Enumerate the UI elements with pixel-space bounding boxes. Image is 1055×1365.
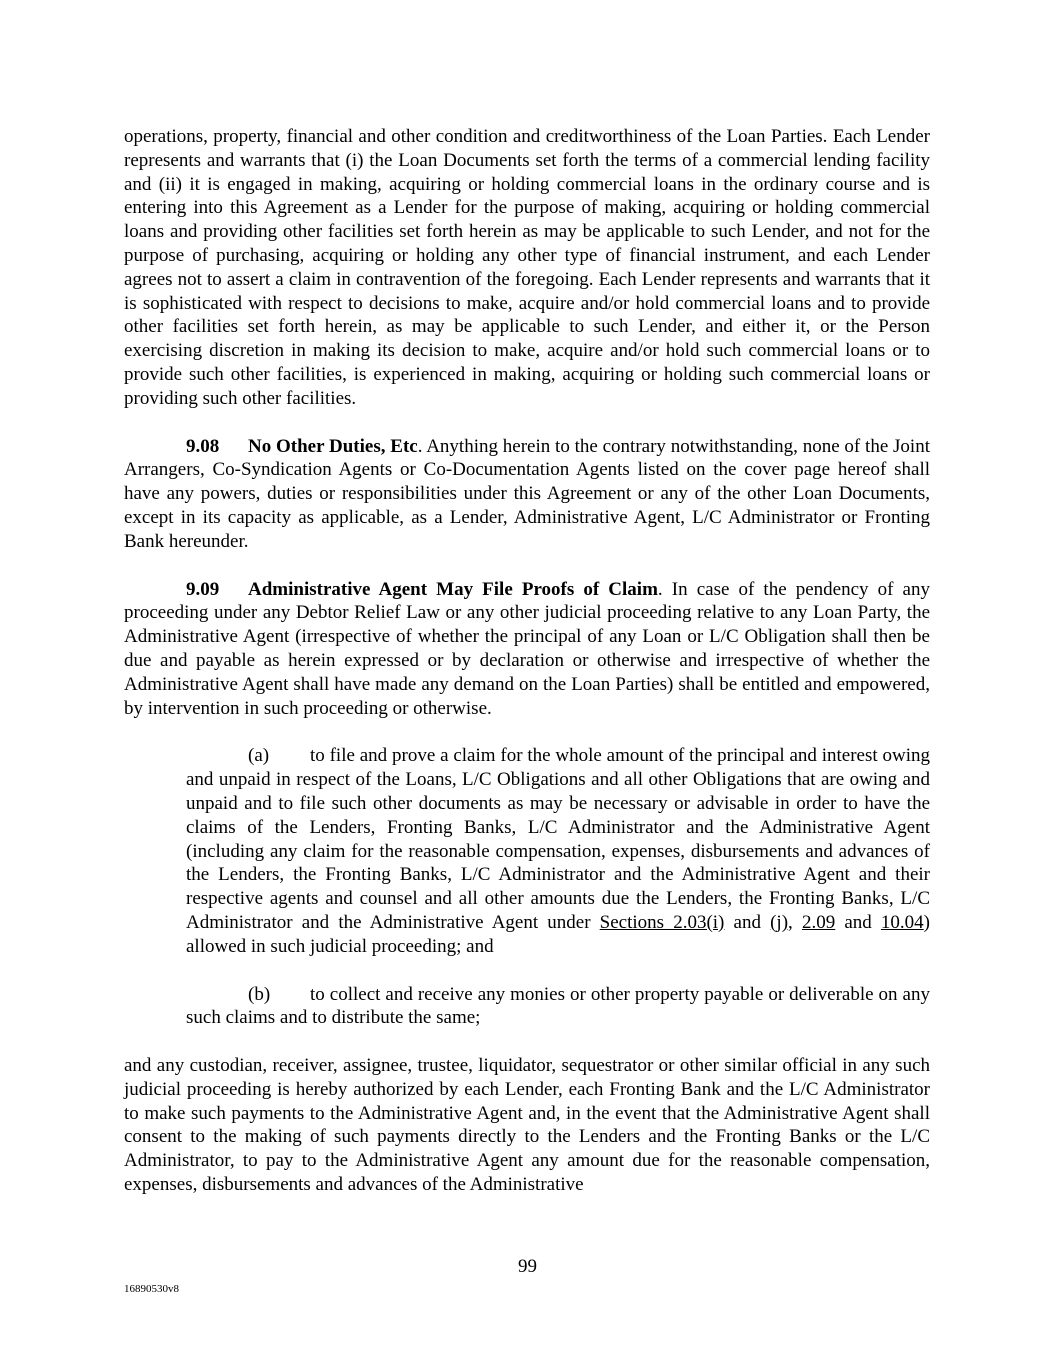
clause-text-connector: ,: [788, 911, 802, 933]
section-number: 9.09: [186, 578, 220, 600]
cross-reference-link[interactable]: 2.09: [801, 911, 836, 933]
clause-b: [186, 983, 930, 1031]
cross-reference-link[interactable]: (j): [770, 911, 789, 933]
document-page: [124, 125, 930, 1197]
clause-text: to file and prove a claim for the whole amount of the principal and interest owing and unpaid in respect of the Loans, L/C Obligations and all other Obligations that are owing and unpaid and to file such other documents as may be necessary or advisable in order to have the claims of the Lenders, Fronting Banks, L/C Administrator and the Administrative Agent (including any claim for the reasonable compensation, expenses, disbursements and advances of the Lenders, the Fronting Banks, L/C Administrator and the Administrative Agent and their respective agents and counsel and all other amounts due the Lenders, the Fronting Banks, L/C Administrator and the Administrative Agent under: [186, 745, 930, 933]
section-9-09: [124, 578, 930, 721]
cross-reference-link[interactable]: Sections 2.03(i): [599, 911, 725, 933]
section-number: 9.08: [186, 435, 220, 457]
section-body: . In case of the pendency of any proceeding under any Debtor Relief Law or any other judicial proceeding relative to any Loan Party, the Administrative Agent (irrespective of whether the principal of any Loan or L/C Obligation shall then be due and payable as herein expressed or by declaration or otherwise and irrespective of whether the Administrative Agent shall have made any demand on the Loan Parties) shall be entitled and empowered, by intervention in such proceeding or otherwise.: [124, 578, 930, 719]
clause-text-connector: and: [724, 911, 771, 933]
clause-a: [186, 744, 930, 958]
clause-label: (b): [248, 983, 271, 1005]
clause-label: (a): [248, 745, 270, 767]
section-body: . Anything herein to the contrary notwithstanding, none of the Joint Arrangers, Co-Syndication Agents or Co-Documentation Agents listed on the cover page hereof shall have any powers, duties or responsibilities under this Agreement or any of the other Loan Documents, except in its capacity as applicable, as a Lender, Administrative Agent, L/C Administrator or Fronting Bank hereunder.: [124, 435, 930, 552]
clause-text: to collect and receive any monies or other property payable or deliverable on any such claims and to distribute the same;: [186, 983, 930, 1029]
page-number: 99: [518, 1256, 537, 1277]
section-heading: Administrative Agent May File Proofs of Claim: [248, 578, 658, 600]
document-id: 16890530v8: [124, 1283, 179, 1295]
paragraph-continued: operations, property, financial and other condition and creditworthiness of the Loan Parties. Each Lender represents and warrants that (i) the Loan Documents set forth the terms of a commercial lending facility and (ii) it is engaged in making, acquiring or holding commercial loans in the ordinary course and is entering into this Agreement as a Lender for the purpose of making, acquiring or holding commercial loans and providing other facilities set forth herein as may be applicable to such Lender, and not for the purpose of purchasing, acquiring or holding any other type of financial instrument, and each Lender agrees not to assert a claim in contravention of the foregoing. Each Lender represents and warrants that it is sophisticated with respect to decisions to make, acquire and/or hold commercial loans and to provide other facilities set forth herein, as may be applicable to such Lender, and either it, or the Person exercising discretion in making its decision to make, acquire and/or hold such commercial loans or to provide such other facilities, is experienced in making, acquiring or holding such commercial loans or providing such other facilities.: [124, 126, 930, 409]
clause-text-tail: ) allowed in such judicial proceeding; and: [186, 911, 930, 957]
section-9-08: [124, 435, 930, 554]
section-heading: No Other Duties, Etc: [248, 435, 418, 457]
paragraph-final: and any custodian, receiver, assignee, trustee, liquidator, sequestrator or other similar official in any such judicial proceeding is hereby authorized by each Lender, each Fronting Bank and the L/C Administrator to make such payments to the Administrative Agent and, in the event that the Administrative Agent shall consent to the making of such payments directly to the Lenders and the Fronting Banks or the L/C Administrator, to pay to the Administrative Agent any amount due for the reasonable compensation, expenses, disbursements and advances of the Administrative: [124, 1055, 930, 1196]
cross-reference-link[interactable]: 10.04: [880, 911, 924, 933]
clause-text-connector: and: [835, 911, 881, 933]
